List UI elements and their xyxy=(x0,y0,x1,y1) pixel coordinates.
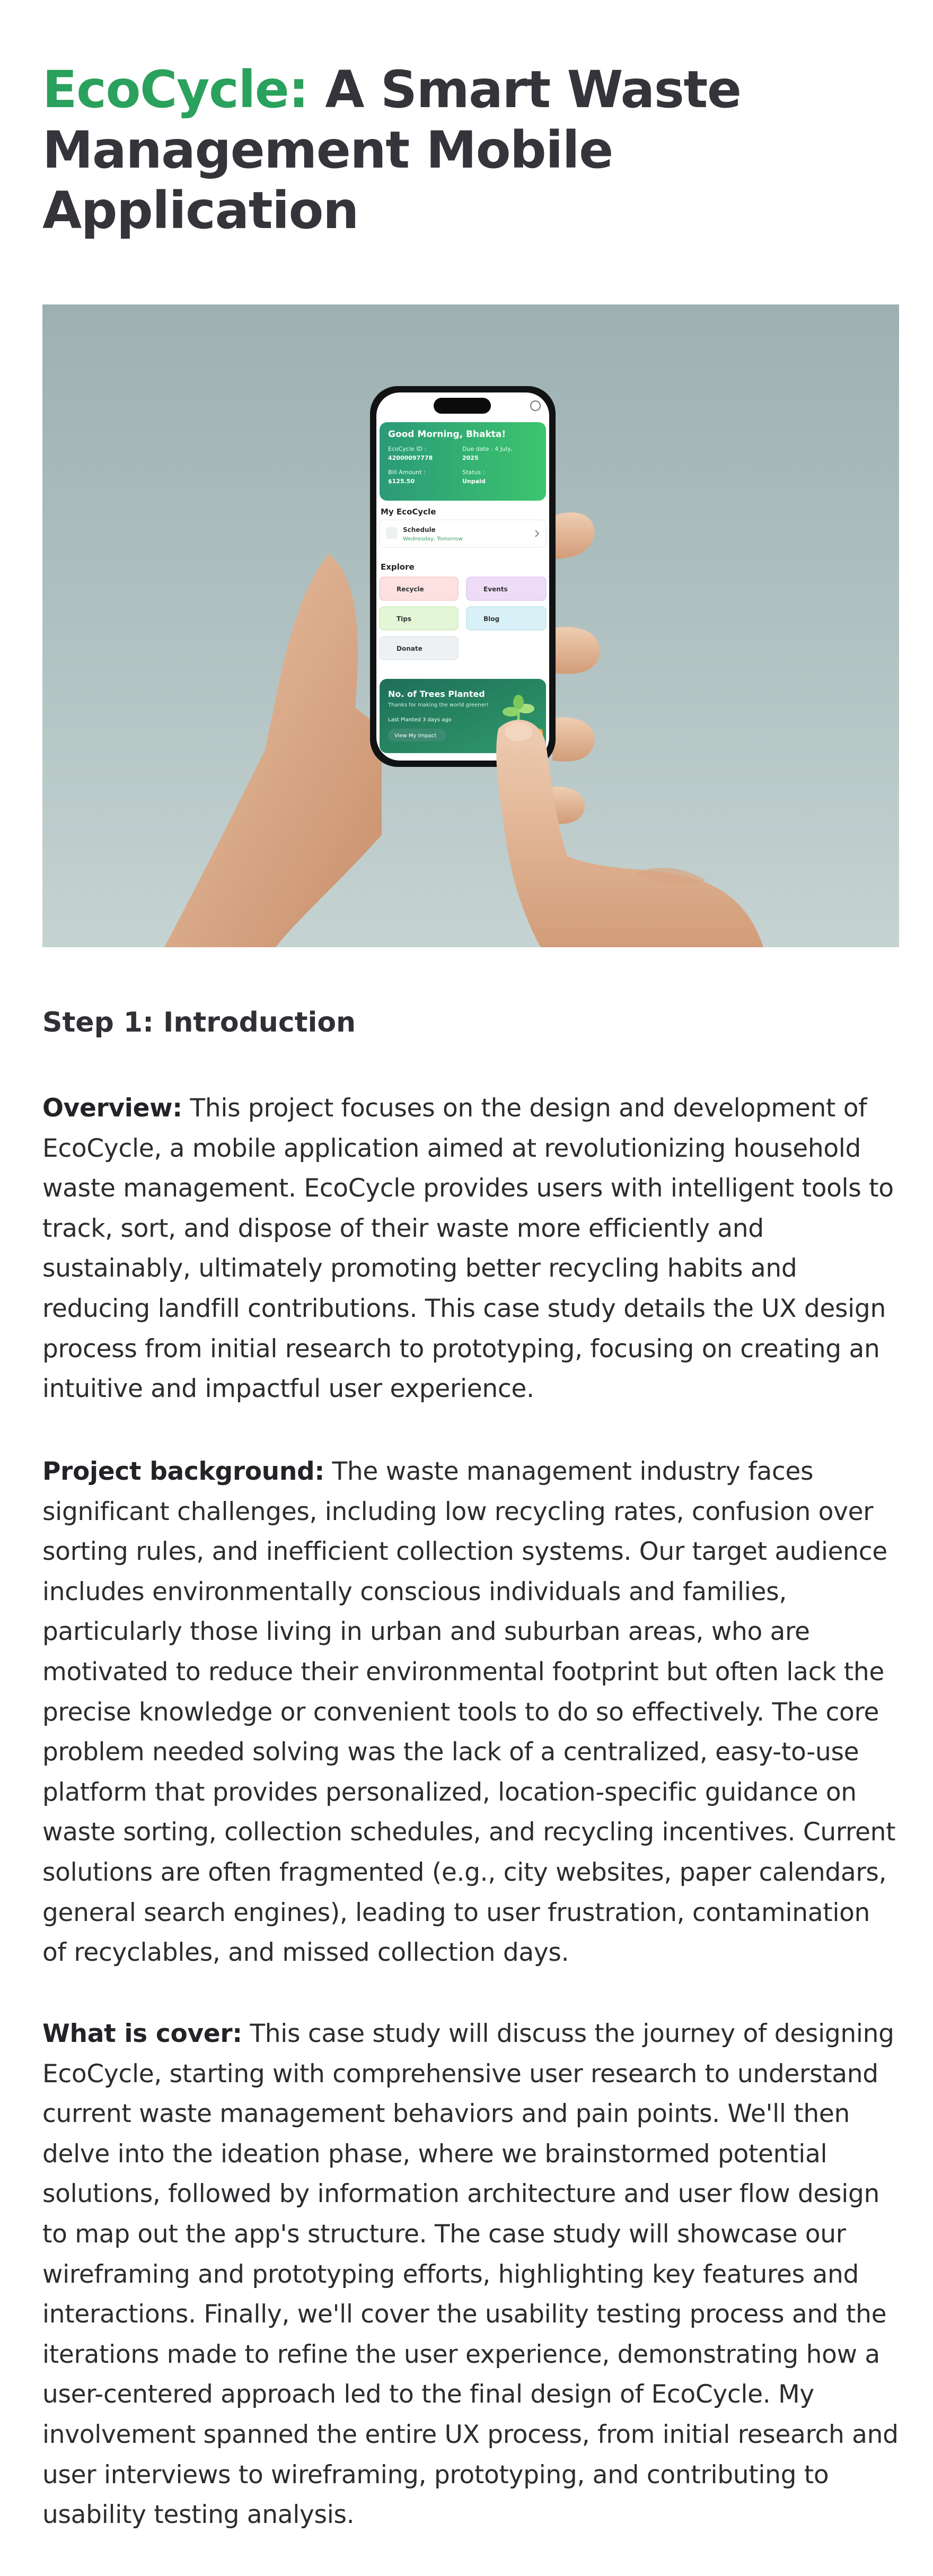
overview-paragraph xyxy=(42,1088,901,1409)
bill-amount-label: Bill Amount : xyxy=(388,469,426,476)
due-date-label: Due date : 4 July, xyxy=(462,446,513,452)
schedule-card xyxy=(380,520,546,547)
background-label: Project background: xyxy=(42,1457,324,1486)
title-rest: A Smart Waste Management Mobile Application xyxy=(42,60,741,240)
explore-donate-label: Donate xyxy=(397,645,423,652)
calendar-icon xyxy=(386,527,398,539)
my-ecocycle-heading: My EcoCycle xyxy=(381,507,436,517)
explore-tips xyxy=(380,607,458,630)
status-value: Unpaid xyxy=(462,478,486,485)
explore-blog-label: Blog xyxy=(483,615,500,623)
hero-image xyxy=(42,304,899,947)
ecocycle-id-value: 42000097778 xyxy=(388,455,433,461)
trees-last-planted: Last Planted 3 days ago xyxy=(388,717,452,723)
section-heading: Step 1: Introduction xyxy=(42,1007,356,1038)
status-label: Status : xyxy=(462,469,485,476)
explore-events-label: Events xyxy=(483,586,508,593)
brand-name: EcoCycle: xyxy=(42,60,309,119)
pointing-hand xyxy=(496,720,763,947)
greeting-text: Good Morning, Bhakta! xyxy=(388,429,506,440)
phone xyxy=(370,386,556,767)
bill-amount-value: $125.50 xyxy=(388,478,415,485)
view-impact-label: View My Impact xyxy=(394,733,437,739)
cover-paragraph xyxy=(42,2014,901,2535)
schedule-title: Schedule xyxy=(403,526,436,534)
overview-label: Overview: xyxy=(42,1094,182,1123)
schedule-subtitle: Wednesday, Tomorrow xyxy=(403,536,463,542)
due-date-value: 2025 xyxy=(462,455,479,461)
explore-blog xyxy=(467,607,546,630)
cover-text: This case study will discuss the journey of designing EcoCycle, starting with comprehensive user research to understand current waste management behaviors and pain points. We'll then delve into the ideation phase, where we brainstormed potential solutions, followed by information architecture and user flow design to map out the app's structure. The case study will showcase our wireframing and prototyping efforts, highlighting key features and interactions. Finally, we'll cover the usability testing process and the iterations made to refine the user experience, demonstrating how a user-centered approach led to the final design of EcoCycle. My involvement spanned the entire UX process, from initial research and user interviews to wireframing, prototyping, and contributing to usability testing analysis. xyxy=(42,2019,899,2530)
explore-tips-label: Tips xyxy=(397,615,412,623)
page-title xyxy=(42,59,838,241)
background-paragraph xyxy=(42,1452,901,1973)
overview-text: This project focuses on the design and development of EcoCycle, a mobile application aimed at revolutionizing household waste management. EcoCycle provides users with intelligent tools to track, sort, and dispose of their waste more efficiently and sustainably, ultimately promoting better recycling habits and reducing landfill contributions. This case study details the UX design process from initial research to prototyping, focusing on creating an intuitive and impactful user experience. xyxy=(42,1094,894,1404)
trees-title: No. of Trees Planted xyxy=(388,689,485,699)
explore-recycle-label: Recycle xyxy=(397,586,424,593)
explore-heading: Explore xyxy=(381,562,415,572)
ecocycle-id-label: EcoCycle ID : xyxy=(388,446,427,452)
background-text: The waste management industry faces significant challenges, including low recycling rates, confusion over sorting rules, and inefficient collection systems. Our target audience includes environmentally conscious individuals and families, particularly those living in urban and suburban areas, who are motivated to reduce their environmental footprint but often lack the precise knowledge or convenient tools to do so effectively. The core problem needed solving was the lack of a centralized, easy-to-use platform that provides personalized, location-specific guidance on waste sorting, collection schedules, and recycling incentives. Current solutions are often fragmented (e.g., city websites, paper calendars, general search engines), leading to user frustration, contamination of recyclables, and missed collection days. xyxy=(42,1457,896,1968)
trees-subtitle: Thanks for making the world greener! xyxy=(388,702,489,708)
hero-illustration xyxy=(42,304,899,947)
cover-label: What is cover: xyxy=(42,2019,242,2048)
